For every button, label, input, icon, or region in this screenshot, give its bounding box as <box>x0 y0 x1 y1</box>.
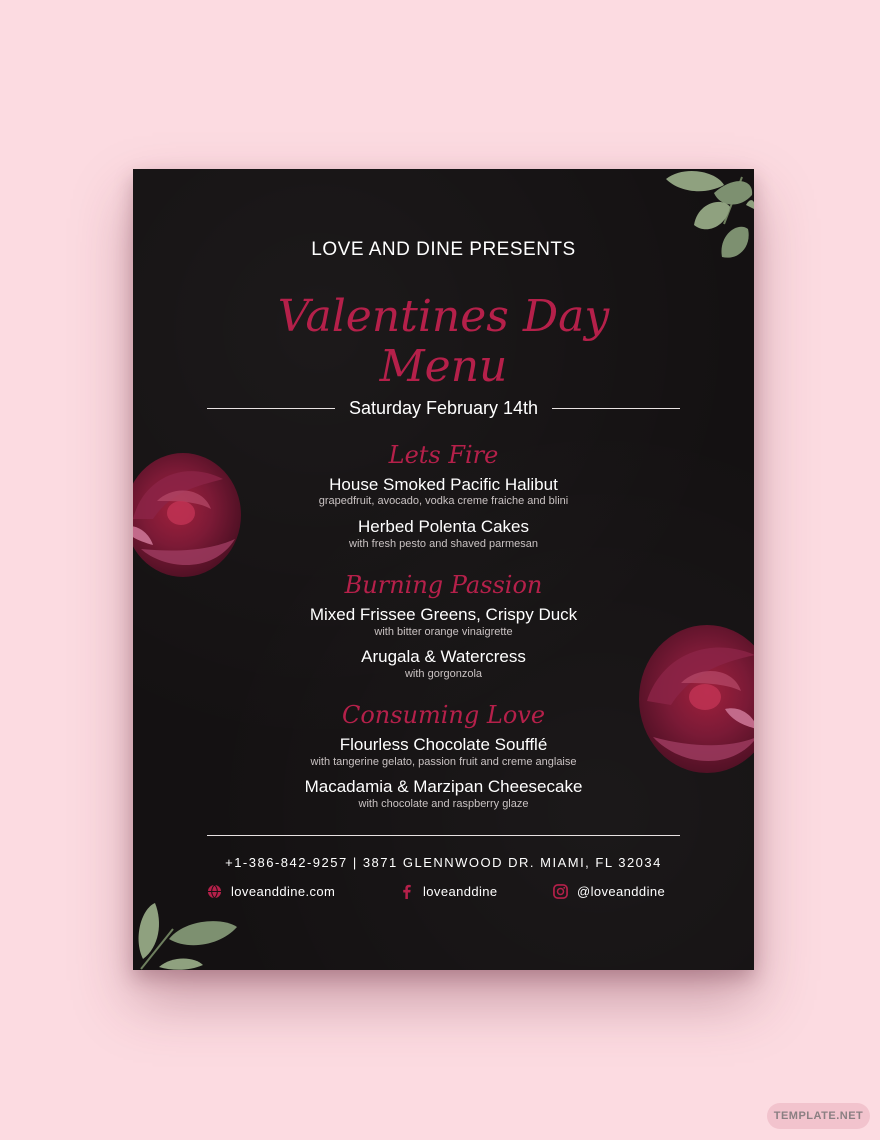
facebook-icon <box>399 884 414 899</box>
instagram-icon <box>553 884 568 899</box>
menu-item-description: with chocolate and raspberry glaze <box>358 798 529 810</box>
menu-item-name: House Smoked Pacific Halibut <box>329 475 558 494</box>
section-title: Burning Passion <box>344 571 543 599</box>
date-rule-right <box>552 408 680 409</box>
menu-item-description: with gorgonzola <box>404 668 483 680</box>
instagram-text: @loveanddine <box>577 883 666 899</box>
menu-item-name: Arugala & Watercress <box>361 647 526 666</box>
menu-flyer <box>133 169 754 970</box>
globe-icon <box>207 884 222 899</box>
menu-title-line2: Menu <box>379 341 508 392</box>
section-title: Lets Fire <box>388 441 499 469</box>
date-row <box>207 396 680 420</box>
menu-item-description: with fresh pesto and shaved parmesan <box>349 538 538 550</box>
website-text: loveanddine.com <box>231 883 336 899</box>
presents-heading: LOVE AND DINE PRESENTS <box>311 239 576 260</box>
menu-item-name: Herbed Polenta Cakes <box>357 517 530 536</box>
date-rule-left <box>207 408 335 409</box>
footer-divider <box>207 835 680 836</box>
menu-item-description: with bitter orange vinaigrette <box>374 626 513 638</box>
facebook-text: loveanddine <box>423 883 498 899</box>
contact-line: +1-386-842-9257 | 3871 GLENNWOOD DR. MIAMI, FL 32034 <box>225 855 662 870</box>
menu-item-name: Flourless Chocolate Soufflé <box>339 735 548 754</box>
section-title: Consuming Love <box>341 701 546 729</box>
menu-item-name: Mixed Frissee Greens, Crispy Duck <box>309 605 578 624</box>
instagram-link[interactable] <box>553 882 665 900</box>
menu-item-name: Macadamia & Marzipan Cheesecake <box>304 777 583 796</box>
leaf-illustration-bottom-left <box>133 899 243 970</box>
menu-title-line1: Valentines Day <box>277 291 610 342</box>
website-link[interactable] <box>207 882 335 900</box>
watermark-badge: TEMPLATE.NET <box>767 1103 870 1129</box>
event-date: Saturday February 14th <box>348 397 539 418</box>
menu-item-description: grapedfruit, avocado, vodka creme fraiche and blini <box>318 495 569 507</box>
facebook-link[interactable] <box>399 882 498 900</box>
menu-item-description: with tangerine gelato, passion fruit and creme anglaise <box>310 756 577 768</box>
